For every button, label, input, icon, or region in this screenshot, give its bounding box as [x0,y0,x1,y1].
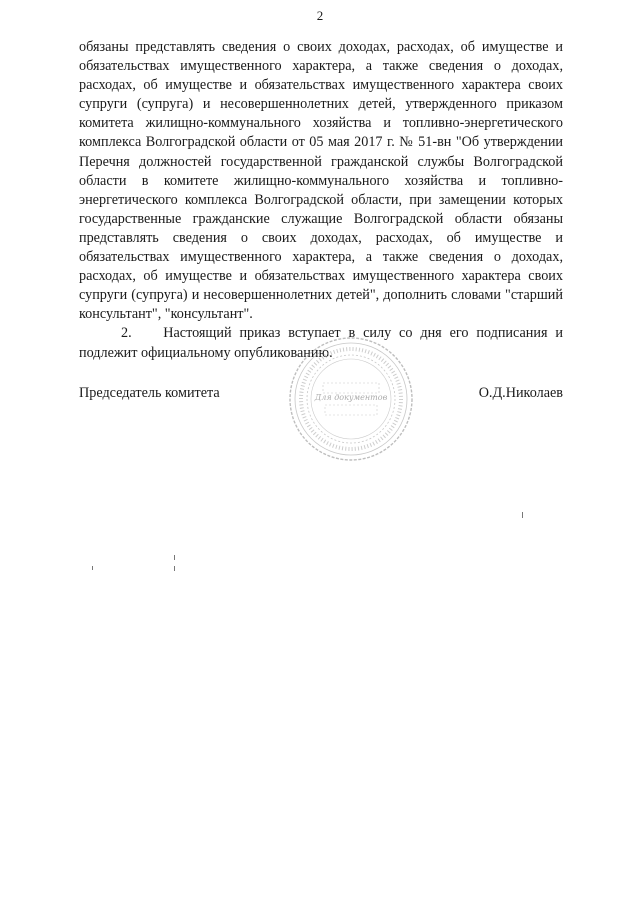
scan-speck [174,566,175,571]
official-seal [287,335,415,463]
scan-speck [522,512,523,518]
scan-speck [174,555,175,560]
scan-speck [92,566,93,570]
seal-center-text: Для документов [314,393,388,402]
signatory-position: Председатель комитета [79,385,220,401]
page-number: 2 [316,8,324,23]
paragraph-1: обязаны представлять сведения о своих доходах, расходах, об имуществе и обязательствах имущественного характера, а также сведения о доходах, расходах, об имуществе и обязательствах имущественного характера своих супруги (супруга) и несовершеннолетних детей, утвержденного приказом комитета жилищно-коммунального хозяйства и топливно-энергетического комплекса Волгоградской области от 05 мая 2017 г. № 51-вн "Об утверждении Перечня должностей государственной гражданской службы Волгоградской области в комитете жилищно-коммунального хозяйства и топливно-энергетического комплекса Волгоградской области, при замещении которых государственные гражданские служащие Волгоградской области обязаны представлять сведения о своих доходах, расходах, об имуществе и обязательствах имущественного характера, а также сведения о доходах, расходах, об имуществе и обязательствах имущественного характера своих супруги (супруга) и несовершеннолетних детей", дополнить словами "старший консультант", "консультант". [79,39,563,323]
signatory-name: О.Д.Николаев [478,385,563,401]
paragraph-2: 2. Настоящий приказ вступает в силу со дня его подписания и подлежит официальному опубликованию. [79,325,563,361]
document-body [79,38,563,363]
